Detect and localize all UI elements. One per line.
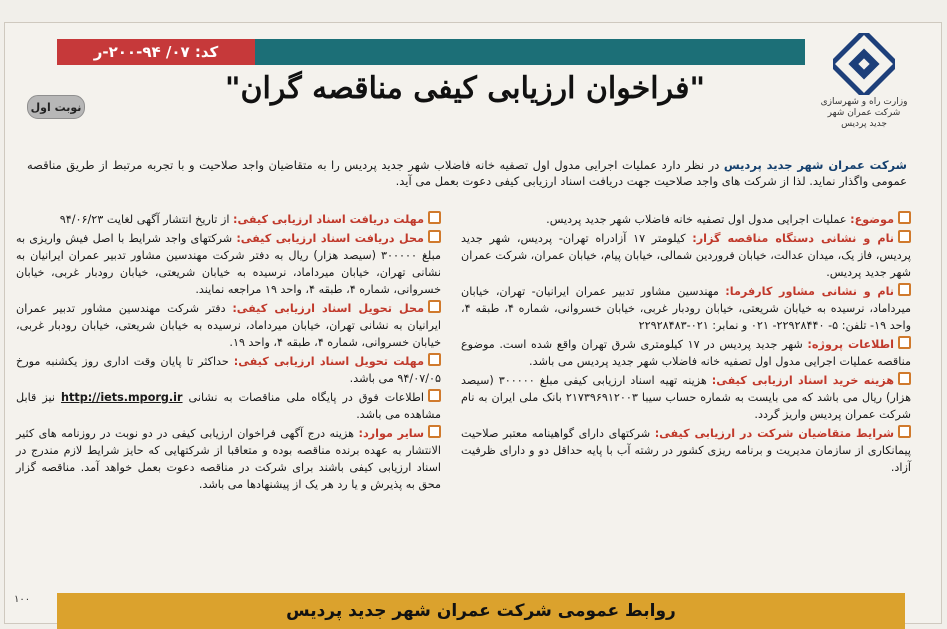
- list-item: [16, 353, 441, 387]
- item-label: مهلت دریافت اسناد ارزیابی کیفی:: [233, 213, 424, 226]
- item-label: نام و نشانی مشاور کارفرما:: [725, 285, 894, 298]
- list-item: [16, 389, 441, 423]
- item-text: حداکثر تا پایان وقت اداری روز یکشنبه مورخ ۹۴/۰۷/۰۵ می باشد.: [16, 355, 441, 385]
- item-text: عملیات اجرایی مدول اول تصفیه خانه فاضلاب شهر جدید پردیس.: [546, 213, 851, 226]
- item-text: هزینه تهیه اسناد ارزیابی کیفی مبلغ ۳۰۰۰۰۰ (سیصد هزار) ریال می باشد که می بایست به شماره حساب سیبا ۲۱۷۳۹۶۹۱۲۰۰۳ بانک ملی ایران به نام شرکت عمران پردیس واریز گردد.: [461, 374, 911, 421]
- item-text: کیلومتر ۱۷ آزادراه تهران- پردیس، شهر جدید پردیس، فاز یک، میدان عدالت، خیابان فروردین شمالی، خیابان پیام، خیابان عمران، شرکت عمران شهر جدید پردیس.: [461, 232, 911, 279]
- bullet-icon: [898, 425, 911, 438]
- bullet-icon: [898, 230, 911, 243]
- intro-paragraph: [27, 157, 907, 189]
- bullet-icon: [898, 283, 911, 296]
- bullet-icon: [428, 353, 441, 366]
- bullet-icon: [898, 211, 911, 224]
- ad-frame: [4, 22, 942, 624]
- ad-code: کد: ۰۷/ ۹۴-۲۰۰-ر: [57, 39, 255, 65]
- item-text: دفتر شرکت مهندسین مشاور تدبیر عمران ایرانیان به نشانی تهران، خیابان میرداماد، نرسیده به خیابان شریعتی، خیابان رودبار غربی، خیابان خسروانی، شماره ۴، طبقه ۴، واحد ۱۹.: [16, 302, 441, 349]
- item-text: شهر جدید پردیس در ۱۷ کیلومتری شرق تهران واقع شده است. موضوع مناقصه عملیات اجرایی مدول اول تصفیه خانه فاضلاب شهر جدید پردیس می باشد.: [461, 338, 911, 368]
- item-text-after: نیز قابل مشاهده می باشد.: [16, 391, 441, 421]
- item-label: سایر موارد:: [358, 427, 424, 440]
- list-item: [16, 300, 441, 351]
- ministry-logo-icon: [833, 33, 895, 95]
- page-number: ۱۰۰: [14, 594, 31, 605]
- bullet-icon: [428, 211, 441, 224]
- item-label: هزینه خرید اسناد ارزیابی کیفی:: [711, 374, 895, 387]
- tender-portal-link[interactable]: http://iets.mporg.ir: [61, 391, 183, 404]
- logo: [819, 33, 909, 133]
- bullet-icon: [428, 425, 441, 438]
- logo-line-2: شرکت عمران شهر جدید پردیس: [827, 108, 901, 129]
- bullet-icon: [428, 230, 441, 243]
- round-badge: نوبت اول: [27, 95, 85, 119]
- item-text: هزینه درج آگهی فراخوان ارزیابی کیفی در دو نوبت در روزنامه های کثیر الانتشار به عهده برنده مناقصه بوده و متعاقبا از شرکتهایی که حایز شرایط لازم مندرج در اسناد ارزیابی کیفی باشند برای شرکت در مناقصه دعوت بعمل خواهد آمد. مناقصه گزار محق به پذیرش و یا رد هر یک از پیشنهادها می باشد.: [16, 427, 441, 491]
- item-text: شرکتهای واجد شرایط با اصل فیش واریزی به مبلغ ۳۰۰۰۰۰ (سیصد هزار) ریال به دفتر شرکت مهندسین مشاور تدبیر عمران ایرانیان به نشانی تهران، خیابان میرداماد، نرسیده به خیابان شریعتی، خیابان رودبار غربی، خیابان خسروانی، شماره ۴، طبقه ۴، واحد ۱۹ مراجعه نمایند.: [16, 232, 441, 296]
- ad-title: "فراخوان ارزیابی کیفی مناقصه گران": [224, 71, 706, 106]
- bullet-icon: [428, 300, 441, 313]
- list-item: [16, 211, 441, 228]
- footer-banner: روابط عمومی شرکت عمران شهر جدید پردیس: [57, 593, 905, 629]
- list-item: [461, 425, 911, 476]
- item-text: مهندسین مشاور تدبیر عمران ایرانیان- تهران، خیابان میرداماد، نرسیده به خیابان شریعتی، خیابان رودبار غربی، خیابان خسروانی، شماره ۴، طبقه ۴، واحد ۱۹- تلفن: ۵- ۲۲۹۲۸۴۴۰- ۰۲۱ و نمابر: ۰۲۱-۲۲۹۲۸۴۸۳: [461, 285, 911, 332]
- item-label: محل دریافت اسناد ارزیابی کیفی:: [236, 232, 424, 245]
- bullet-icon: [898, 372, 911, 385]
- list-item: [461, 230, 911, 281]
- bullet-icon: [428, 389, 441, 402]
- list-item: [461, 283, 911, 334]
- header-bar: [255, 39, 805, 65]
- item-label: محل تحویل اسناد ارزیابی کیفی:: [232, 302, 424, 315]
- bullet-icon: [898, 336, 911, 349]
- right-column: [461, 211, 911, 478]
- list-item: [16, 425, 441, 493]
- item-text: از تاریخ انتشار آگهی لغایت ۹۴/۰۶/۲۳: [59, 213, 234, 226]
- list-item: [461, 336, 911, 370]
- list-item: [16, 230, 441, 298]
- intro-text: در نظر دارد عملیات اجرایی مدول اول تصفیه خانه فاضلاب شهر جدید پردیس را به متقاضیان واجد صلاحیت و با تجربه مرتبط از طریق مناقصه عمومی واگذار نماید. لذا از شرکت های واجد صلاحیت جهت دریافت اسناد ارزیابی کیفی دعوت بعمل می آید.: [27, 158, 907, 188]
- item-label: اطلاعات پروژه:: [807, 338, 894, 351]
- item-label: شرایط متقاضیان شرکت در ارزیابی کیفی:: [654, 427, 894, 440]
- item-label: نام و نشانی دستگاه مناقصه گزار:: [692, 232, 895, 245]
- item-label: مهلت تحویل اسناد ارزیابی کیفی:: [233, 355, 424, 368]
- item-text: شرکتهای دارای گواهینامه معتبر صلاحیت پیمانکاری از سازمان مدیریت و برنامه ریزی کشور در رشته آب با پایه حداقل دو و دارای ظرفیت آزاد.: [461, 427, 911, 474]
- item-label: موضوع:: [850, 213, 894, 226]
- item-text: اطلاعات فوق در پایگاه ملی مناقصات به نشانی: [182, 391, 424, 404]
- intro-lead: شرکت عمران شهر جدید پردیس: [723, 158, 907, 172]
- left-column: [16, 211, 441, 495]
- list-item: [461, 211, 911, 228]
- logo-line-1: وزارت راه و شهرسازی: [820, 97, 908, 107]
- list-item: [461, 372, 911, 423]
